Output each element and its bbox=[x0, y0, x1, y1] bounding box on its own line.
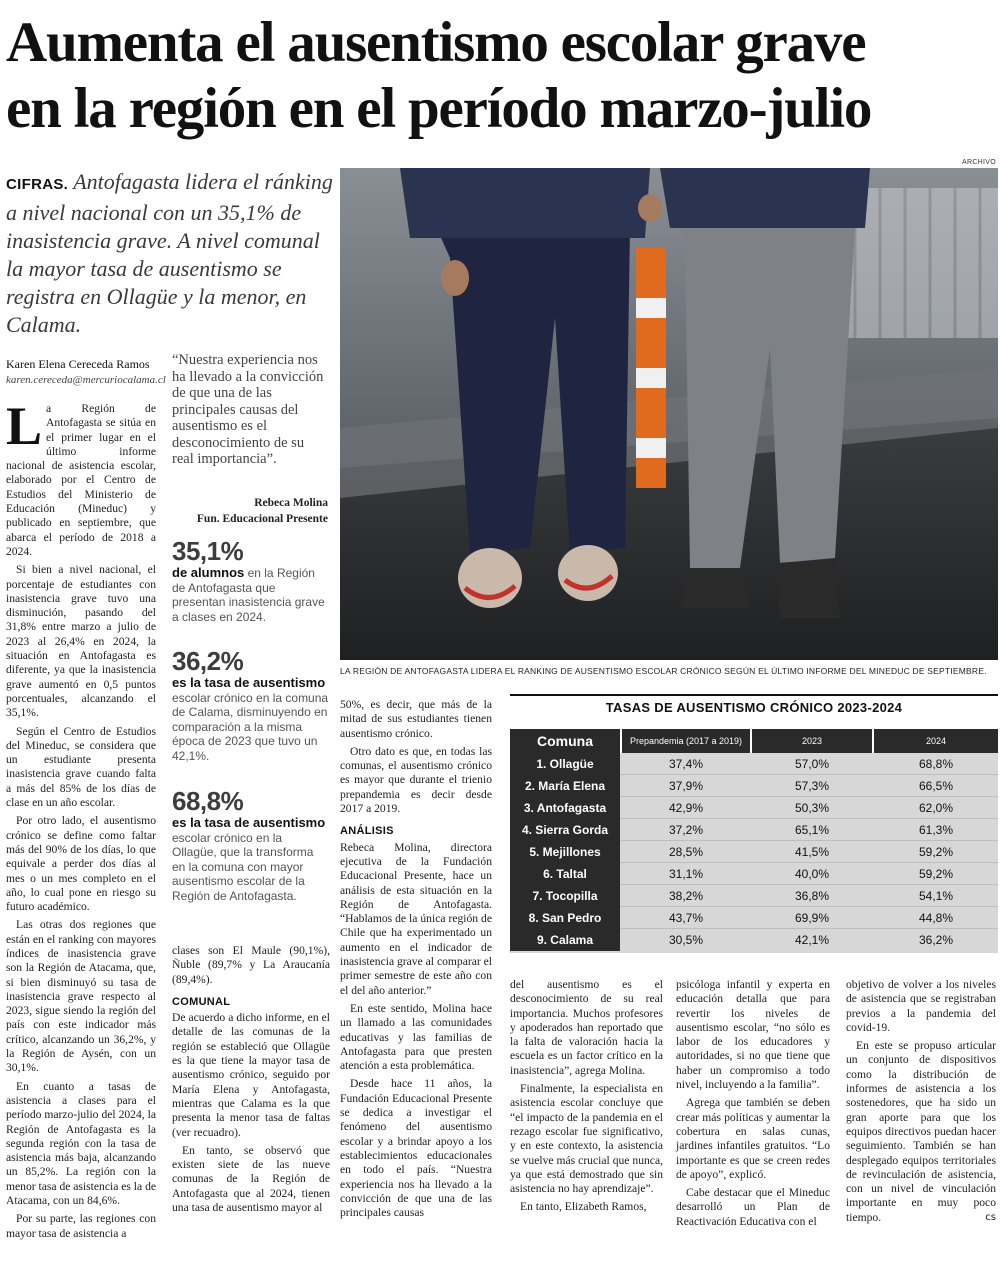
body-paragraph: La Región de Antofagasta se sitúa en el primer lugar en el último informe nacional de asistencia escolar, elaborado por el Centro de Estudios del Ministerio de Educación (Mineduc) y publicado en septiembre, que abarca el período de 2018 a 2024. bbox=[6, 396, 156, 558]
stat-number: 68,8% bbox=[172, 786, 244, 816]
table-cell-comuna: 7. Tocopilla bbox=[510, 885, 620, 907]
table-cell: 65,1% bbox=[794, 823, 830, 837]
table-row bbox=[510, 775, 998, 797]
stat-box bbox=[172, 786, 330, 903]
body-paragraph: Rebeca Molina, directora ejecutiva de la Fundación Educacional Presente, hace un análisis de esta situación en la Región de Antofagasta. “Hablamos de la única región de Chile que ha experimentado un aumento en el indicador de inasistencia grave al comparar el primer semestre de este año con el del año anterior.” bbox=[340, 840, 492, 997]
dropcap: L bbox=[6, 396, 43, 456]
table-cell: 50,3% bbox=[794, 801, 830, 815]
table-cell-comuna: 8. San Pedro bbox=[510, 907, 620, 929]
body-paragraph: Finalmente, la especialista en asistencia escolar concluye que “el impacto de la pandemia en el rezago escolar fue significativo, y en este contexto, la asistencia se vuelve más crucial que nunca, ya que está demostrado que sin asistencia no hay aprendizaje”. bbox=[510, 1082, 663, 1196]
body-column-4 bbox=[340, 698, 492, 1220]
body-column-3 bbox=[172, 944, 330, 1215]
end-mark-icon: cs bbox=[985, 1211, 996, 1223]
body-paragraph: De acuerdo a dicho informe, en el detalle de las comunas de la región se estableció que Ollagüe es la que tiene la mayor tasa de ausentismo crónico, seguido por María Elena y Antofagasta, mientras que Calama es la que presenta la menor tasa de faltas (ver recuadro). bbox=[172, 1011, 330, 1139]
table-cell-comuna: 9. Calama bbox=[510, 929, 620, 951]
table-cell: 57,0% bbox=[794, 757, 830, 771]
body-paragraph: Las otras dos regiones que están en el ranking con mayores índices de inasistencia grave son la Región de Atacama, que, si bien disminuyó su tasa de inasistencia grave respecto al 2023, sigue siendo la región del país con este indicador más crítico, alcanzando un 36,2%, y la Región de Aysén, con un 30,1%. bbox=[6, 918, 156, 1075]
table-row bbox=[510, 819, 998, 841]
body-paragraph: En tanto, se observó que existen siete de las nueve comunas de la Región de Antofagasta que al 2024, tienen una tasa de ausentismo mayor al bbox=[172, 1143, 330, 1215]
body-paragraph: Según el Centro de Estudios del Mineduc, se considera que un estudiante presenta inasistencia grave cuando falta a más del 85% de los días de clase en un año escolar. bbox=[6, 724, 156, 810]
table-cell-comuna: 5. Mejillones bbox=[510, 841, 620, 863]
table-header-cell: 2024 bbox=[874, 729, 998, 753]
body-paragraph: En este sentido, Molina hace un llamado a las comunidades educativas y las familias de Antofagasta para que presten atención a esta problemática. bbox=[340, 1001, 492, 1073]
deck bbox=[6, 168, 334, 339]
table-cell: 40,0% bbox=[794, 867, 830, 881]
stat-description: de alumnos en la Región de Antofagasta que presentan inasistencia grave a clases en 2024. bbox=[172, 565, 325, 624]
body-paragraph: Por otro lado, el ausentismo crónico se define como faltar más del 90% de los días, lo que equivale a perder dos días al mes o un mes completo en el año, lo cual pone en riesgo su futuro académico. bbox=[6, 814, 156, 914]
body-paragraph: Desde hace 11 años, la Fundación Educacional Presente se dedica a investigar el fenómeno del ausentismo escolar y a brindar apoyo a los establecimientos educacionales en todo el país. “Nuestra experiencia nos ha llevado a la convicción de que una de las principales causas bbox=[340, 1077, 492, 1220]
body-paragraph: Si bien a nivel nacional, el porcentaje de estudiantes con inasistencia grave tuvo una disminución, pasando del 31,8% entre marzo a julio de 2023 al 26,4% en 2024, la situación en Antofagasta es diferente, ya que la inasistencia grave aumentó en 0,5 puntos porcentuales, alcanzando el 35,1%. bbox=[6, 563, 156, 720]
body-paragraph: Por su parte, las regiones con mayor tasa de asistencia a bbox=[6, 1212, 156, 1240]
table-cell: 42,9% bbox=[668, 801, 704, 815]
table-cell: 44,8% bbox=[918, 911, 954, 925]
table-row bbox=[510, 929, 998, 951]
table-cell-comuna: 2. María Elena bbox=[510, 775, 620, 797]
students-walking-photo bbox=[340, 168, 998, 660]
deck-text: Antofagasta lidera el ránking a nivel nacional con un 35,1% de inasistencia grave. A nivel comunal la mayor tasa de ausentismo se registra en Ollagüe y la menor, en Calama. bbox=[6, 169, 333, 337]
stat-description: es la tasa de ausentismo escolar crónico en la comuna de Calama, disminuyendo en comparación a la misma época de 2023 que tuvo un 42,1%. bbox=[172, 675, 329, 763]
stat-number: 35,1% bbox=[172, 536, 244, 566]
photo-credit: ARCHIVO bbox=[962, 159, 996, 166]
headline-line-1: Aumenta el ausentismo escolar grave bbox=[6, 11, 866, 74]
byline-email[interactable]: karen.cereceda@mercuriocalama.cl bbox=[6, 374, 166, 386]
body-paragraph: 50%, es decir, que más de la mitad de sus estudiantes tienen ausentismo crónico. bbox=[340, 698, 492, 740]
body-paragraph: Otro dato es que, en todas las comunas, el ausentismo crónico es mayor que durante el trienio prepandemia es decir desde 2017 a 2019. bbox=[340, 744, 492, 816]
photo-caption: LA REGIÓN DE ANTOFAGASTA LIDERA EL RANKING DE AUSENTISMO ESCOLAR CRÓNICO SEGÚN EL ÚLTIMO INFORME DEL MINEDUC DE SEPTIEMBRE. bbox=[340, 666, 987, 676]
body-paragraph: psicóloga infantil y experta en educación detalla que para revertir los niveles de ausentismo escolar, “no sólo es labor de los educadores y autoridades, si no que tiene que haber un compromiso a todo nivel, incluyendo a la familia”. bbox=[676, 978, 830, 1092]
absenteeism-table bbox=[510, 729, 998, 953]
table-cell-comuna: 4. Sierra Gorda bbox=[510, 819, 620, 841]
table-title: TASAS DE AUSENTISMO CRÓNICO 2023-2024 bbox=[510, 694, 998, 715]
body-column-1 bbox=[6, 396, 157, 1241]
table-cell: 66,5% bbox=[918, 779, 954, 793]
table-header-cell: Prepandemia (2017 a 2019) bbox=[622, 729, 750, 753]
table-row bbox=[510, 863, 998, 885]
table-header-cell: Comuna bbox=[510, 729, 620, 753]
table-cell: 41,5% bbox=[794, 845, 830, 859]
table-row bbox=[510, 797, 998, 819]
table-cell: 31,1% bbox=[668, 867, 704, 881]
body-paragraph: objetivo de volver a los niveles de asistencia que se registraban previos a la pandemia del covid-19. bbox=[846, 978, 996, 1034]
table-cell: 42,1% bbox=[794, 933, 830, 947]
table-cell: 54,1% bbox=[918, 889, 954, 903]
table-row bbox=[510, 753, 998, 775]
table-cell: 36,2% bbox=[918, 933, 954, 947]
table-cell: 57,3% bbox=[794, 779, 830, 793]
table-row bbox=[510, 907, 998, 929]
stat-box bbox=[172, 536, 330, 624]
headline-line-2: en la región en el período marzo-julio bbox=[6, 77, 872, 140]
table-cell: 37,4% bbox=[668, 757, 704, 771]
table-cell: 37,2% bbox=[668, 823, 704, 837]
body-paragraph: En cuanto a tasas de asistencia a clases para el período marzo-julio del 2024, la Región de Antofagasta es la segunda región con la tasa de asistencia más baja, alcanzando un 85,2%. La región con la menor tasa de asistencia es la de Atacama, con un 84,6%. bbox=[6, 1079, 157, 1208]
pull-quote: “Nuestra experiencia nos ha llevado a la convicción de que una de las principales causas del ausentismo es el desconocimiento de su real importancia”. bbox=[172, 352, 324, 467]
body-paragraph: clases son El Maule (90,1%), Ñuble (89,7% y La Araucanía (89,4%). bbox=[172, 944, 330, 986]
table-row bbox=[510, 885, 998, 907]
table-cell-comuna: 6. Taltal bbox=[510, 863, 620, 885]
table-cell: 61,3% bbox=[918, 823, 954, 837]
body-paragraph: En este se propuso articular un conjunto de dispositivos como la distribución de informes de asistencia a los sostenedores, que ha sido un gran aporte para que los equipos directivos puedan hacer seguimiento. También se han desplegado equipos territoriales de revinculación de asistencia, con un nivel de vinculación importante en muy poco tiempo. cs bbox=[846, 1039, 996, 1224]
section-heading: ANÁLISIS bbox=[340, 825, 394, 838]
body-paragraph: Cabe destacar que el Mineduc desarrolló un Plan de Reactivación Educativa con el bbox=[676, 1186, 830, 1228]
pull-quote-role: Fun. Educacional Presente bbox=[196, 513, 328, 525]
table-header-cell: 2023 bbox=[752, 729, 872, 753]
table-cell: 69,9% bbox=[794, 911, 830, 925]
headline bbox=[6, 10, 996, 142]
stat-box bbox=[172, 646, 330, 763]
table-cell: 43,7% bbox=[668, 911, 704, 925]
table-cell: 38,2% bbox=[668, 889, 704, 903]
stat-description: es la tasa de ausentismo escolar crónico en la Ollagüe, que la transforma en la comuna con mayor ausentismo escolar de la Región de Antofagasta. bbox=[172, 815, 326, 903]
body-column-5 bbox=[510, 978, 663, 1215]
article-photo bbox=[340, 168, 998, 660]
table-cell-comuna: 1. Ollagüe bbox=[510, 753, 620, 775]
body-paragraph: En tanto, Elizabeth Ramos, bbox=[520, 1200, 647, 1214]
byline-author: Karen Elena Cereceda Ramos bbox=[6, 357, 150, 371]
table-cell: 30,5% bbox=[668, 933, 704, 947]
table-cell-comuna: 3. Antofagasta bbox=[510, 797, 620, 819]
table-cell: 37,9% bbox=[668, 779, 704, 793]
table-cell: 59,2% bbox=[918, 867, 954, 881]
section-heading: COMUNAL bbox=[172, 995, 231, 1008]
body-paragraph: Agrega que también se deben crear más políticas y aumentar la cobertura en salas cunas, jardines infantiles gratuitos. “Lo importante es que se creen redes de apoyo”, explicó. bbox=[676, 1096, 830, 1181]
table-row bbox=[510, 841, 998, 863]
deck-tag: CIFRAS. bbox=[6, 176, 69, 193]
body-column-7 bbox=[846, 978, 996, 1225]
table-cell: 62,0% bbox=[918, 801, 954, 815]
body-paragraph: del ausentismo es el desconocimiento de su real importancia. Muchos profesores y apoderados han reportado que la falta de valoración hacia la escuela es un factor crítico en la inasistencia”, agrega Molina. bbox=[510, 978, 663, 1077]
stat-number: 36,2% bbox=[172, 646, 244, 676]
pull-quote-author: Rebeca Molina bbox=[254, 497, 328, 509]
table-cell: 36,8% bbox=[794, 889, 830, 903]
body-column-6 bbox=[676, 978, 830, 1229]
table-cell: 68,8% bbox=[918, 757, 954, 771]
table-header-row bbox=[510, 729, 998, 753]
table-cell: 28,5% bbox=[668, 845, 704, 859]
table-cell: 59,2% bbox=[918, 845, 954, 859]
